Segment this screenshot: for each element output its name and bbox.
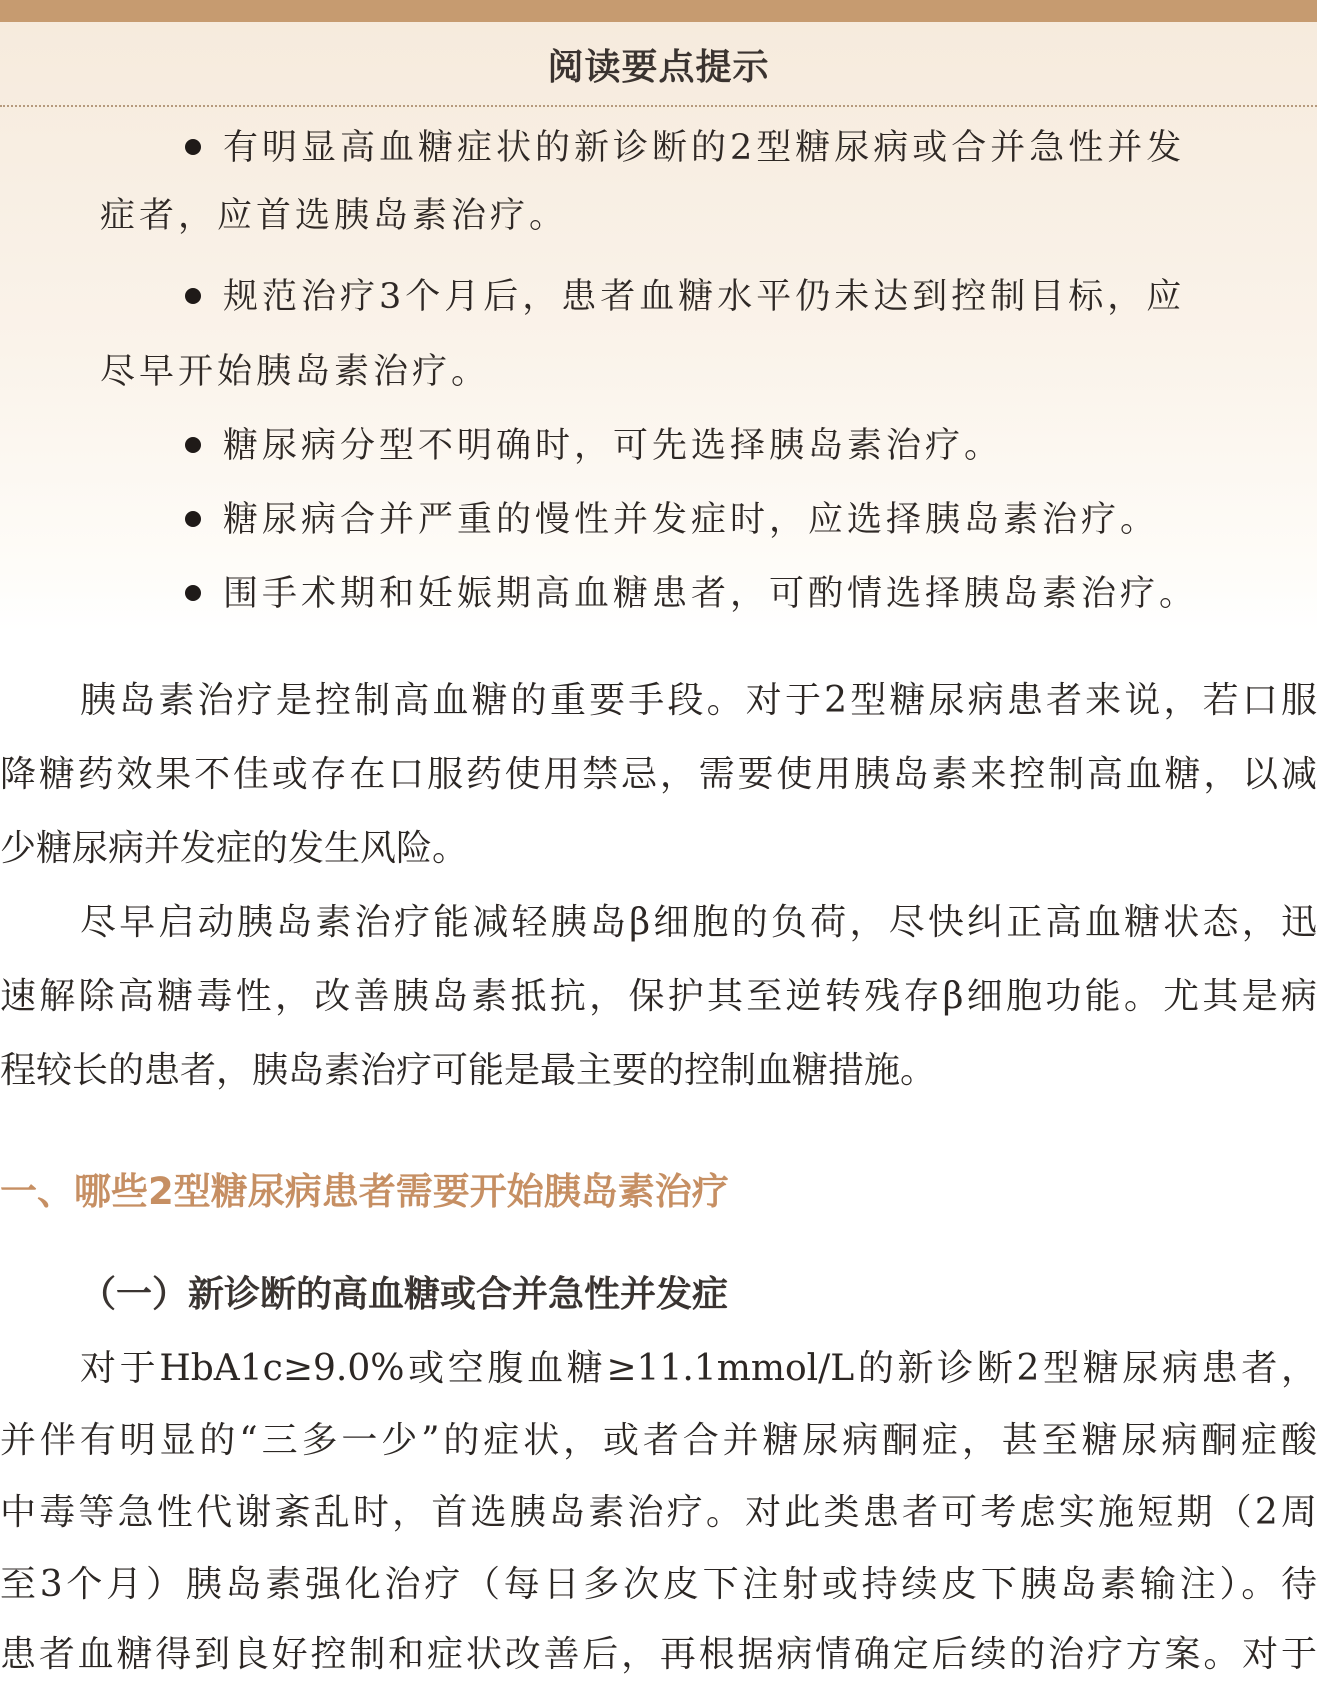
tip-text: 尽早开始胰岛素治疗。 <box>100 352 491 392</box>
tip-text: 有明显高血糖症状的新诊断的2型糖尿病或合并急性并发 <box>223 128 1186 168</box>
tip-box-top-bar <box>0 0 1317 22</box>
tip-bullet-item <box>185 124 1185 172</box>
tip-bullet-item <box>185 496 1159 544</box>
bullet-icon <box>185 139 201 155</box>
tip-text: 糖尿病分型不明确时，可先选择胰岛素治疗。 <box>223 426 1004 466</box>
tip-box-title: 阅读要点提示 <box>547 47 770 88</box>
body-line: 胰岛素治疗是控制高血糖的重要手段。对于2型糖尿病患者来说，若口服 <box>80 680 1317 721</box>
tip-continuation <box>100 348 490 396</box>
bullet-icon <box>185 511 201 527</box>
body-line: 速解除高糖毒性，改善胰岛素抵抗，保护其至逆转残存β细胞功能。尤其是病 <box>0 976 1317 1017</box>
body-line: 中毒等急性代谢紊乱时，首选胰岛素治疗。对此类患者可考虑实施短期（2周 <box>0 1492 1317 1533</box>
tip-text: 规范治疗3个月后，患者血糖水平仍未达到控制目标，应 <box>223 277 1186 317</box>
body-line: 至3个月）胰岛素强化治疗（每日多次皮下注射或持续皮下胰岛素输注）。待 <box>0 1564 1317 1605</box>
body-line: 程较长的患者，胰岛素治疗可能是最主要的控制血糖措施。 <box>0 1050 937 1091</box>
sub-heading: （一）新诊断的高血糖或合并急性并发症 <box>80 1274 729 1315</box>
tip-box-divider <box>0 105 1317 107</box>
body-line: 患者血糖得到良好控制和症状改善后，再根据病情确定后续的治疗方案。对于 <box>0 1634 1317 1675</box>
bullet-icon <box>185 585 201 601</box>
reading-tips-box <box>0 0 1317 632</box>
body-line: 对于HbA1c≥9.0%或空腹血糖≥11.1mmol/L的新诊断2型糖尿病患者， <box>80 1348 1317 1389</box>
bullet-icon <box>185 437 201 453</box>
tip-bullet-item <box>185 570 1198 618</box>
tip-text: 围手术期和妊娠期高血糖患者，可酌情选择胰岛素治疗。 <box>223 574 1199 614</box>
tip-text: 糖尿病合并严重的慢性并发症时，应选择胰岛素治疗。 <box>223 500 1160 540</box>
tip-text: 症者，应首选胰岛素治疗。 <box>100 196 569 236</box>
body-line: 少糖尿病并发症的发生风险。 <box>0 828 469 869</box>
section-heading: 一、哪些2型糖尿病患者需要开始胰岛素治疗 <box>0 1170 729 1213</box>
bullet-icon <box>185 288 201 304</box>
tip-continuation <box>100 192 568 240</box>
tip-bullet-item <box>185 273 1185 321</box>
body-line: 尽早启动胰岛素治疗能减轻胰岛β细胞的负荷，尽快纠正高血糖状态，迅 <box>80 902 1317 943</box>
tip-bullet-item <box>185 422 1003 470</box>
body-line: 并伴有明显的“三多一少”的症状，或者合并糖尿病酮症，甚至糖尿病酮症酸 <box>0 1420 1317 1461</box>
body-line: 降糖药效果不佳或存在口服药使用禁忌，需要使用胰岛素来控制高血糖，以减 <box>0 754 1317 795</box>
